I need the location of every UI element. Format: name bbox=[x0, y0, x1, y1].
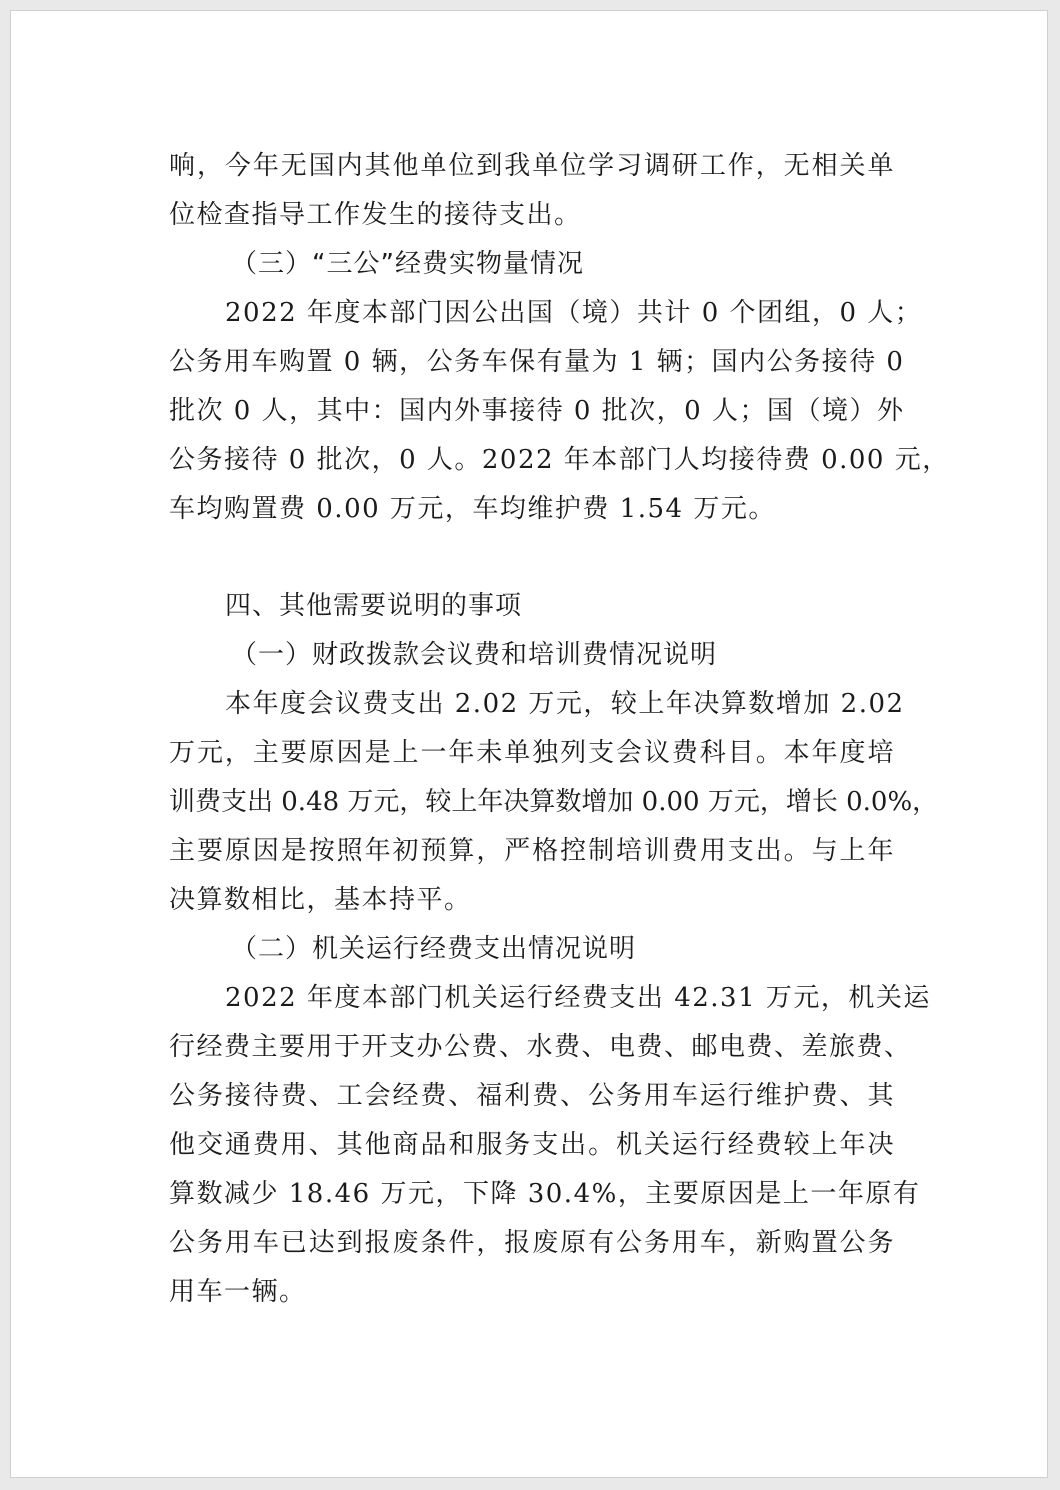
paragraph-line: 算数减少 18.46 万元，下降 30.4%，主要原因是上一年原有 bbox=[169, 1179, 921, 1209]
section-heading: 四、其他需要说明的事项 bbox=[225, 591, 523, 621]
paragraph-line: 公务接待费、工会经费、福利费、公务用车运行维护费、其 bbox=[169, 1081, 895, 1111]
document-page bbox=[10, 10, 1048, 1478]
paragraph-line: 响，今年无国内其他单位到我单位学习调研工作，无相关单 bbox=[169, 151, 895, 181]
paragraph-line: 公务用车购置 0 辆，公务车保有量为 1 辆；国内公务接待 0 bbox=[169, 347, 905, 377]
section-subheading: （二）机关运行经费支出情况说明 bbox=[231, 934, 637, 964]
paragraph-line: 公务用车已达到报废条件，报废原有公务用车，新购置公务 bbox=[169, 1228, 895, 1258]
paragraph-line: 2022 年度本部门因公出国（境）共计 0 个团组，0 人； bbox=[225, 298, 923, 328]
paragraph-line: 他交通费用、其他商品和服务支出。机关运行经费较上年决 bbox=[169, 1130, 895, 1160]
paragraph-line: 训费支出 0.48 万元，较上年决算数增加 0.00 万元，增长 0.0%， bbox=[169, 787, 939, 817]
paragraph-line: 决算数相比，基本持平。 bbox=[169, 885, 472, 915]
paragraph-line: 用车一辆。 bbox=[169, 1277, 307, 1307]
paragraph-line: 行经费主要用于开支办公费、水费、电费、邮电费、差旅费、 bbox=[169, 1032, 912, 1062]
paragraph-line: 公务接待 0 批次，0 人。2022 年本部门人均接待费 0.00 元， bbox=[169, 445, 950, 475]
paragraph-line: 本年度会议费支出 2.02 万元，较上年决算数增加 2.02 bbox=[225, 689, 905, 719]
section-subheading: （一）财政拨款会议费和培训费情况说明 bbox=[231, 640, 718, 670]
section-subheading: （三）“三公”经费实物量情况 bbox=[231, 249, 584, 279]
paragraph-line: 批次 0 人，其中：国内外事接待 0 批次，0 人；国（境）外 bbox=[169, 396, 905, 426]
paragraph-line: 万元，主要原因是上一年未单独列支会议费科目。本年度培 bbox=[169, 738, 895, 768]
paragraph-line: 2022 年度本部门机关运行经费支出 42.31 万元，机关运 bbox=[225, 983, 931, 1013]
paragraph-line: 车均购置费 0.00 万元，车均维护费 1.54 万元。 bbox=[169, 494, 776, 524]
paragraph-line: 主要原因是按照年初预算，严格控制培训费用支出。与上年 bbox=[169, 836, 895, 866]
paragraph-line: 位检查指导工作发生的接待支出。 bbox=[169, 200, 582, 230]
